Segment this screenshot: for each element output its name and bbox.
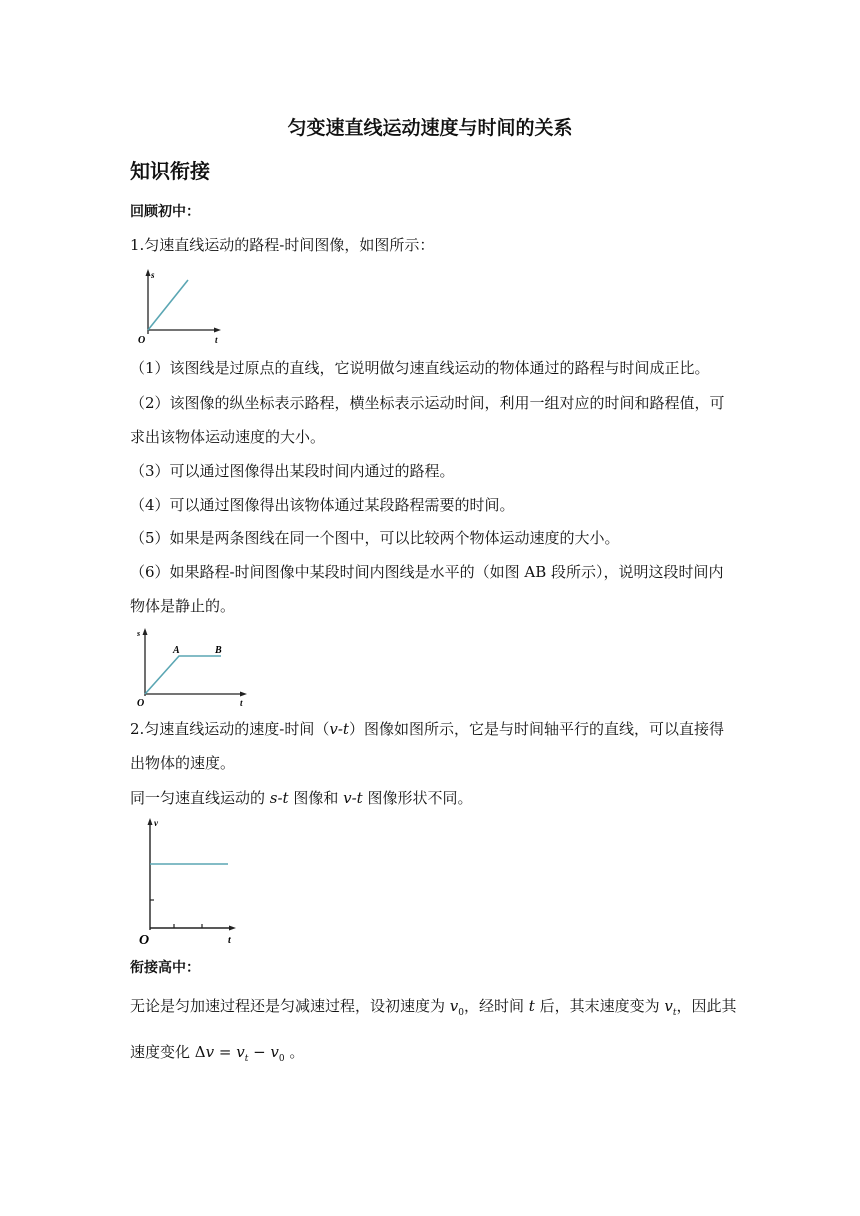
equals-sign: = [214, 1043, 237, 1061]
review-label: 回顾初中： [130, 204, 200, 220]
p4-text-a: 无论是匀加速过程还是匀减速过程，设初速度为 [130, 997, 450, 1015]
vt-subscript: t [672, 1008, 677, 1018]
point-a-label: A [173, 645, 180, 656]
item-6-line-1: （6）如果路程-时间图像中某段时间内图线是水平的（如图 AB 段所示），说明这段时间内 [130, 563, 724, 581]
fig2-y-label: s [137, 629, 141, 638]
vt-symbol-2: v [236, 1043, 245, 1061]
item-1: （1）该图线是过原点的直线，它说明做匀速直线运动的物体通过的路程与时间成正比。 [130, 359, 710, 377]
y-axis-arrow [148, 818, 153, 825]
item-2-line-2: 求出该物体运动速度的大小。 [130, 428, 326, 446]
p3-text-c: 图像形状不同。 [362, 789, 473, 807]
fig2-x-label: t [240, 698, 243, 708]
p3-text-a: 同一匀速直线运动的 [130, 789, 270, 807]
st-ab-line [145, 656, 221, 694]
figure-vt-graph [138, 816, 248, 946]
v0-symbol-2: v [270, 1043, 279, 1061]
p4-text-end: 。 [284, 1043, 305, 1061]
item-4: （4）可以通过图像得出该物体通过某段路程需要的时间。 [130, 496, 515, 514]
figure-st-graph [138, 268, 228, 346]
fig1-y-label: s [151, 270, 155, 280]
vt-symbol: v [664, 997, 673, 1015]
paragraph-4-line-2 [130, 1042, 304, 1069]
v0-subscript-2: 0 [278, 1054, 285, 1064]
item-3: （3）可以通过图像得出某段时间内通过的路程。 [130, 462, 455, 480]
paragraph-1: 1.匀速直线运动的路程-时间图像，如图所示： [130, 236, 435, 254]
delta-v-symbol: v [205, 1043, 215, 1061]
p4-text-b: ，经时间 [464, 997, 529, 1015]
st-line [148, 280, 188, 330]
p2-text-b: ）图像如图所示，它是与时间轴平行的直线，可以直接得 [348, 720, 724, 738]
p4-text-d: ，因此其 [676, 997, 737, 1015]
x-axis-arrow [240, 692, 247, 697]
page-title: 匀变速直线运动速度与时间的关系 [287, 117, 573, 139]
p3-vt: v-t [343, 789, 363, 807]
x-axis-arrow [214, 328, 221, 333]
figure-st-ab-graph [135, 626, 255, 710]
item-6-line-2: 物体是静止的。 [130, 597, 236, 615]
x-axis-arrow [229, 926, 236, 931]
v0-subscript: 0 [458, 1008, 464, 1018]
p3-st: s-t [269, 789, 289, 807]
p2-text-a: 2.匀速直线运动的速度-时间（ [130, 720, 330, 738]
minus-sign: − [248, 1043, 271, 1061]
paragraph-3 [130, 788, 472, 808]
fig3-y-label: v [154, 818, 158, 828]
item-5: （5）如果是两条图线在同一个图中，可以比较两个物体运动速度的大小。 [130, 529, 620, 547]
y-axis-arrow [146, 269, 151, 276]
vt-subscript-2: t [244, 1054, 249, 1064]
y-axis-arrow [143, 628, 148, 635]
fig2-origin: O [137, 698, 145, 709]
paragraph-2-line-2: 出物体的速度。 [130, 754, 236, 772]
fig1-origin: O [138, 335, 146, 346]
paragraph-4-line-1 [130, 996, 736, 1023]
item-2-line-1: （2）该图像的纵坐标表示路程，横坐标表示运动时间，利用一组对应的时间和路程值，可 [130, 394, 725, 412]
p2-vt: v-t [329, 720, 349, 738]
p3-text-b: 图像和 [288, 789, 344, 807]
bridge-label: 衔接高中： [130, 960, 200, 976]
point-b-label: B [215, 645, 222, 656]
p4-text-c: 后，其末速度变为 [534, 997, 665, 1015]
p4-text-e: 速度变化 Δ [130, 1043, 206, 1061]
v0-symbol: v [449, 997, 459, 1015]
fig3-x-label: t [228, 935, 231, 946]
section-heading: 知识衔接 [130, 159, 210, 183]
fig1-x-label: t [215, 335, 218, 345]
fig3-origin: O [139, 933, 150, 948]
t-symbol: t [528, 997, 535, 1015]
paragraph-2-line-1 [130, 719, 724, 739]
